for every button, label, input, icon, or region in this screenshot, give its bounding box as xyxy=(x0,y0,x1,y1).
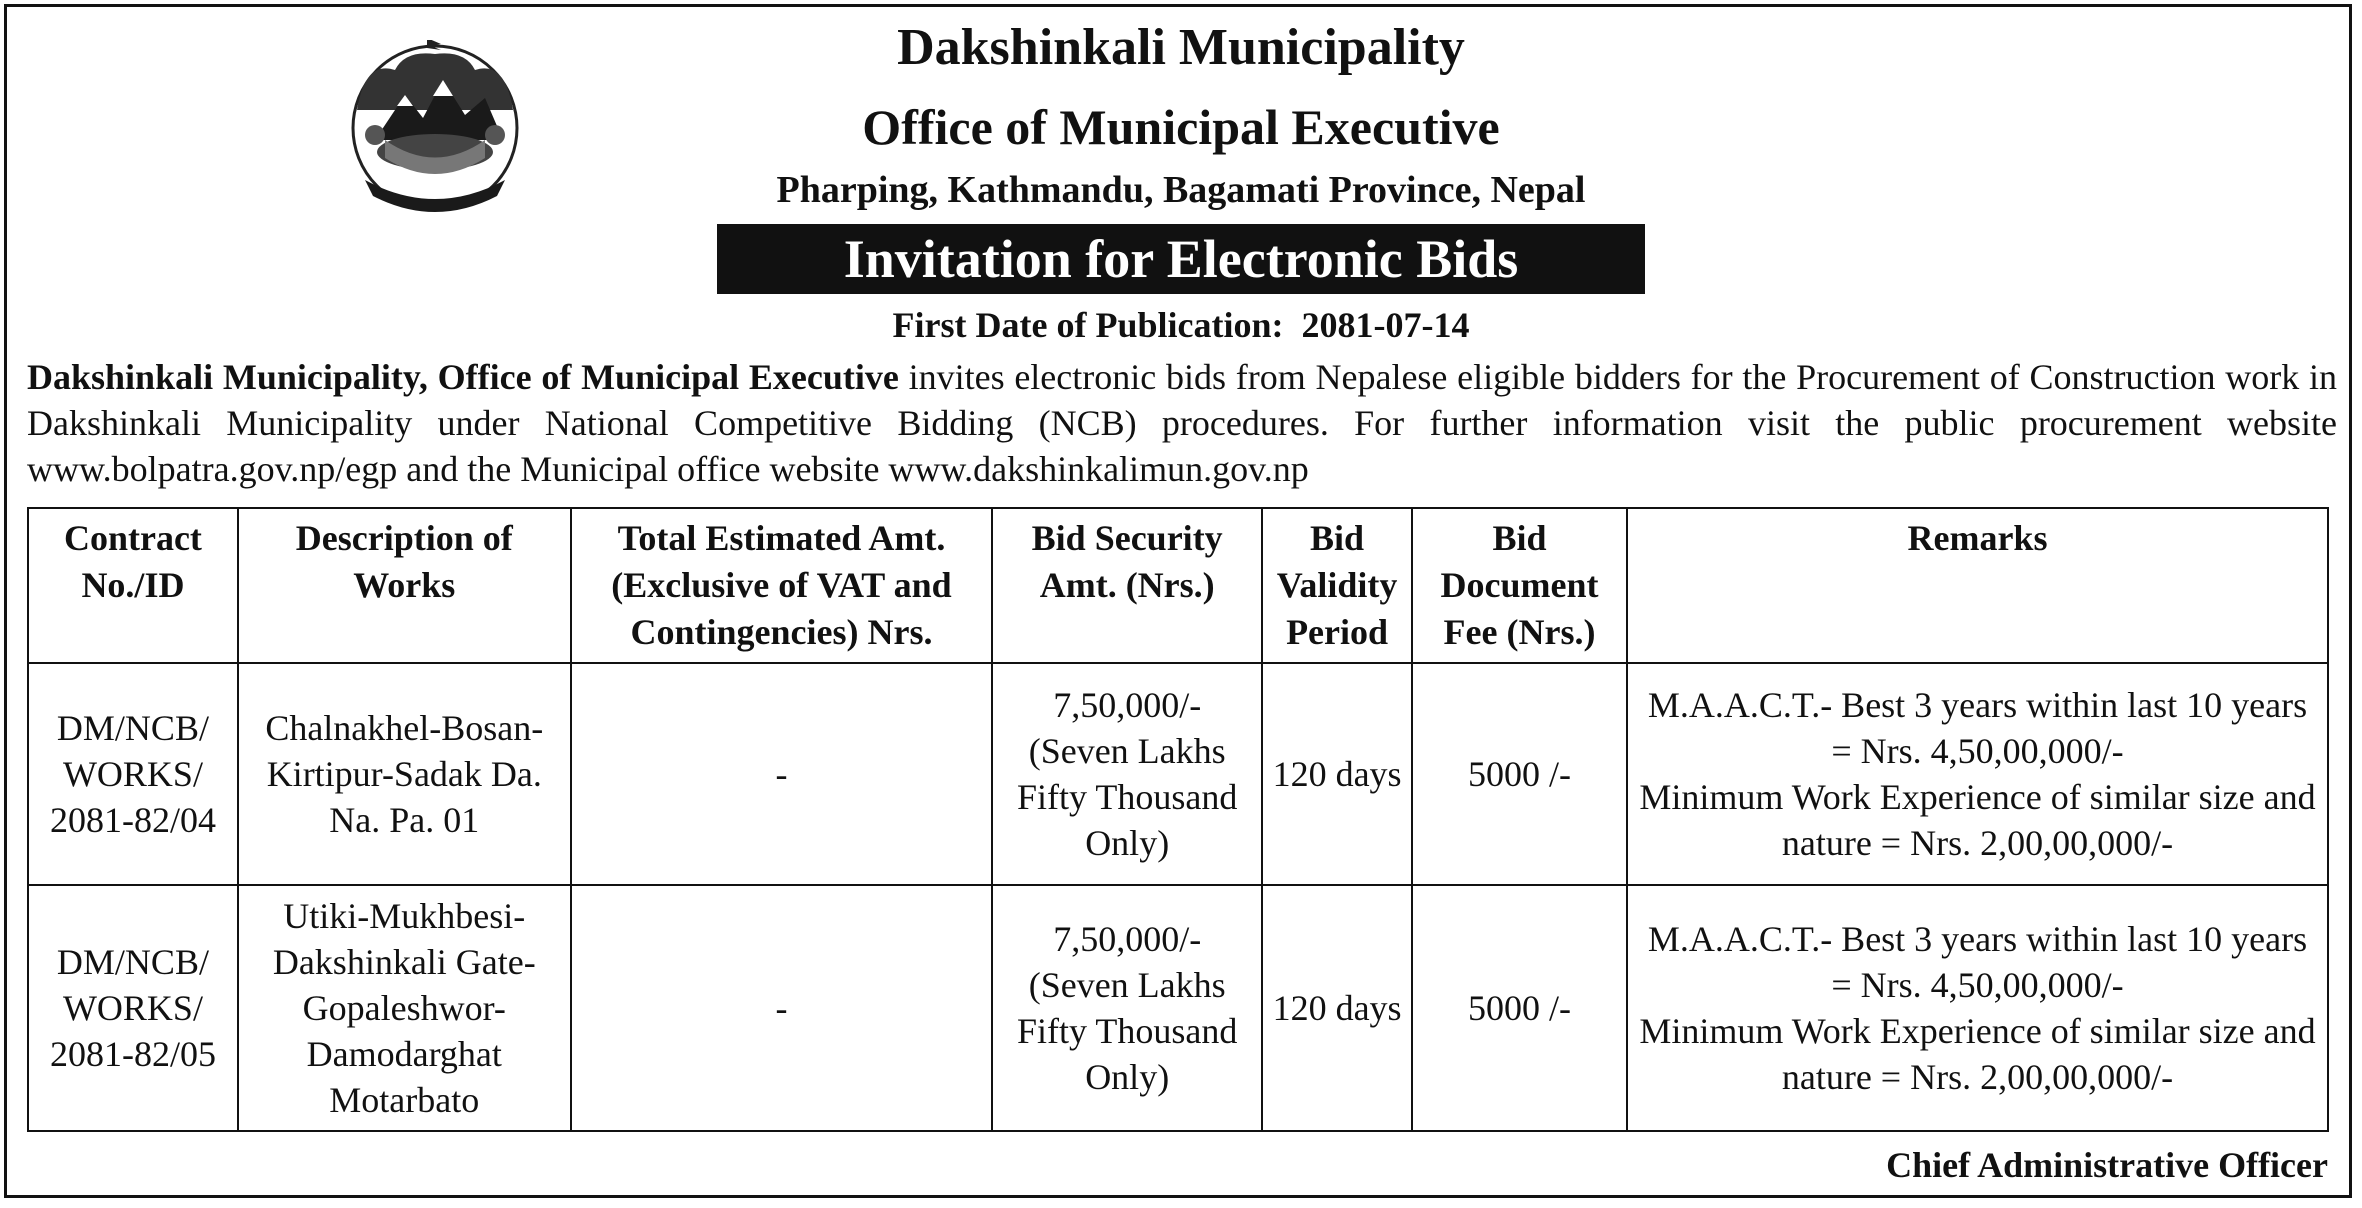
bid-security-cell xyxy=(992,663,1262,885)
bids-table xyxy=(27,507,2329,1132)
publication-date-label: First Date of Publication: xyxy=(892,305,1284,345)
table-row xyxy=(28,663,2328,885)
estimated-amt-cell: - xyxy=(571,885,993,1131)
bid-security-amount: 7,50,000/- xyxy=(1053,685,1202,725)
table-row xyxy=(28,885,2328,1131)
table-header-row xyxy=(28,508,2328,663)
intro-lead: Dakshinkali Municipality, Office of Municipal Executive xyxy=(27,357,899,397)
remarks-cell xyxy=(1627,885,2328,1131)
doc-fee-cell: 5000 /- xyxy=(1412,885,1627,1131)
notice-banner: Invitation for Electronic Bids xyxy=(717,224,1645,294)
validity-cell: 120 days xyxy=(1262,885,1412,1131)
remarks-cell xyxy=(1627,663,2328,885)
publication-date-line xyxy=(0,304,2362,346)
contract-id-cell: DM/NCB/ WORKS/ 2081-82/05 xyxy=(28,885,238,1131)
bid-security-words: (Seven Lakhs Fifty Thousand Only) xyxy=(1017,731,1238,863)
office-address: Pharping, Kathmandu, Bagamati Province, Nepal xyxy=(776,169,1586,211)
description-cell: Utiki-Mukhbesi-Dakshinkali Gate-Gopaleshwor-Damodarghat Motarbato xyxy=(238,885,571,1131)
remark-maact: M.A.A.C.T.- Best 3 years within last 10 years = Nrs. 4,50,00,000/- xyxy=(1647,685,2308,771)
org-name: Dakshinkali Municipality xyxy=(897,19,1465,76)
header-bid-security: Bid Security Amt. (Nrs.) xyxy=(992,508,1262,663)
publication-date: 2081-07-14 xyxy=(1301,305,1470,345)
contract-id-cell: DM/NCB/ WORKS/ 2081-82/04 xyxy=(28,663,238,885)
estimated-amt-cell: - xyxy=(571,663,993,885)
description-cell: Chalnakhel-Bosan-Kirtipur-Sadak Da. Na. Pa. 01 xyxy=(238,663,571,885)
header-contract-id: Contract No./ID xyxy=(28,508,238,663)
header-validity: Bid Validity Period xyxy=(1262,508,1412,663)
remark-experience: Minimum Work Experience of similar size and nature = Nrs. 2,00,00,000/- xyxy=(1639,777,2316,863)
intro-body: invites electronic bids from Nepalese eligible bidders for the Procurement of Construction work in Dakshinkali Municipality under National Competitive Bidding (NCB) procedures. For further information visit the public procurement website www.bolpatra.gov.np/egp and the Municipal office website www.dakshinkalimun.gov.np xyxy=(27,357,2338,489)
signoff: Chief Administrative Officer xyxy=(1886,1145,2328,1185)
bid-security-amount: 7,50,000/- xyxy=(1053,919,1202,959)
remark-experience: Minimum Work Experience of similar size and nature = Nrs. 2,00,00,000/- xyxy=(1639,1011,2316,1097)
bid-security-words: (Seven Lakhs Fifty Thousand Only) xyxy=(1017,965,1238,1097)
bid-security-cell xyxy=(992,885,1262,1131)
intro-paragraph xyxy=(27,354,2337,492)
doc-fee-cell: 5000 /- xyxy=(1412,663,1627,885)
header-remarks: Remarks xyxy=(1627,508,2328,663)
validity-cell: 120 days xyxy=(1262,663,1412,885)
header-estimated-amt: Total Estimated Amt. (Exclusive of VAT and Contingencies) Nrs. xyxy=(571,508,993,663)
remark-maact: M.A.A.C.T.- Best 3 years within last 10 years = Nrs. 4,50,00,000/- xyxy=(1647,919,2308,1005)
office-name: Office of Municipal Executive xyxy=(862,99,1500,155)
header-description: Description of Works xyxy=(238,508,571,663)
header-doc-fee: Bid Document Fee (Nrs.) xyxy=(1412,508,1627,663)
